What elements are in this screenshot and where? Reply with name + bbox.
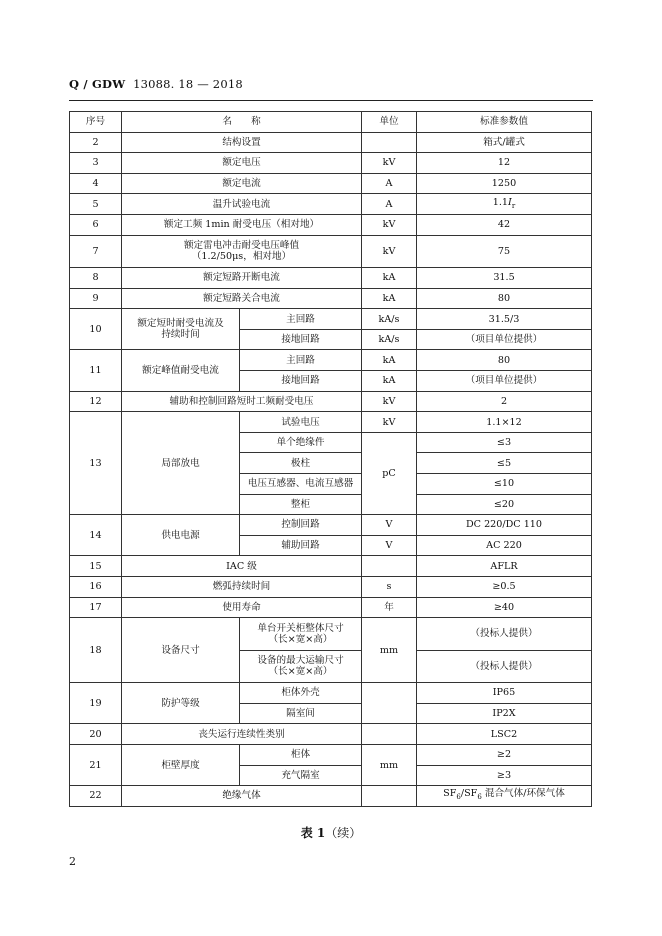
sub-name: 接地回路: [240, 371, 362, 392]
table-row: [70, 786, 592, 807]
table-row: [70, 309, 592, 330]
sub-value: ≤3: [417, 432, 592, 453]
row-name: 柜壁厚度: [122, 744, 240, 785]
row-no: 3: [70, 153, 122, 174]
row-value: 80: [417, 288, 592, 309]
sub-unit: kA/s: [362, 309, 417, 330]
sub-value: 31.5/3: [417, 309, 592, 330]
sub-name: 主回路: [240, 309, 362, 330]
sub-unit: kA: [362, 371, 417, 392]
row-unit: mm: [362, 618, 417, 683]
table-row: [70, 194, 592, 215]
row-name: 额定短路关合电流: [122, 288, 362, 309]
row-value: $SF_6/SF_6$ 混合气体/环保气体: [417, 786, 592, 807]
document-header: [69, 77, 243, 91]
row-unit: kV: [362, 235, 417, 268]
standard-code: Q / GDW: [69, 77, 126, 91]
row-unit: kV: [362, 153, 417, 174]
row-name: 额定短路开断电流: [122, 268, 362, 289]
sub-value: ≤20: [417, 494, 592, 515]
sub-unit: V: [362, 535, 417, 556]
table-row: [70, 391, 592, 412]
row-value: 42: [417, 214, 592, 235]
row-no: 2: [70, 132, 122, 153]
sub-name: 整柜: [240, 494, 362, 515]
sub-value: 1.1×12: [417, 412, 592, 433]
table-row: [70, 288, 592, 309]
row-name: 辅助和控制回路短时工频耐受电压: [122, 391, 362, 412]
row-no: 8: [70, 268, 122, 289]
row-unit: 年: [362, 597, 417, 618]
row-name: 防护等级: [122, 683, 240, 724]
sub-value: IP2X: [417, 703, 592, 724]
row-name: 结构设置: [122, 132, 362, 153]
row-no: 4: [70, 173, 122, 194]
row-name: 燃弧持续时间: [122, 576, 362, 597]
sub-name: 柜体: [240, 744, 362, 765]
row-name: 额定雷电冲击耐受电压峰值 （1.2/50μs，相对地）: [122, 235, 362, 268]
row-unit: [362, 724, 417, 745]
sub-name: 主回路: [240, 350, 362, 371]
sub-unit: kA/s: [362, 329, 417, 350]
row-no: 11: [70, 350, 122, 391]
row-no: 16: [70, 576, 122, 597]
row-unit: [362, 683, 417, 724]
sub-value: ≥2: [417, 744, 592, 765]
row-unit: kV: [362, 391, 417, 412]
sub-unit: pC: [362, 432, 417, 514]
parameter-table: [69, 111, 592, 807]
row-unit: kA: [362, 288, 417, 309]
row-name: 设备尺寸: [122, 618, 240, 683]
row-unit: [362, 132, 417, 153]
row-unit: kA: [362, 268, 417, 289]
row-no: 9: [70, 288, 122, 309]
sub-name: 接地回路: [240, 329, 362, 350]
row-value: ≥0.5: [417, 576, 592, 597]
sub-unit: V: [362, 515, 417, 536]
row-no: 21: [70, 744, 122, 785]
caption-label: 表 1: [300, 826, 326, 840]
sub-name: 隔室间: [240, 703, 362, 724]
sub-value: （投标人提供）: [417, 618, 592, 651]
table-row: [70, 576, 592, 597]
row-name: 局部放电: [122, 412, 240, 515]
row-unit: mm: [362, 744, 417, 785]
row-value: ≥40: [417, 597, 592, 618]
table-row: [70, 173, 592, 194]
row-no: 12: [70, 391, 122, 412]
row-value: 12: [417, 153, 592, 174]
caption-continued: （续）: [325, 826, 362, 840]
row-name: 使用寿命: [122, 597, 362, 618]
row-unit: A: [362, 194, 417, 215]
table-row: [70, 618, 592, 651]
row-no: 19: [70, 683, 122, 724]
sub-name: 柜体外壳: [240, 683, 362, 704]
sub-name: 试验电压: [240, 412, 362, 433]
sub-value: ≥3: [417, 765, 592, 786]
header-value: 标准参数值: [417, 112, 592, 133]
row-value: $1.1I_r$: [417, 194, 592, 215]
row-no: 15: [70, 556, 122, 577]
sub-name: 单个绝缘件: [240, 432, 362, 453]
row-name: 绝缘气体: [122, 786, 362, 807]
row-no: 5: [70, 194, 122, 215]
sub-value: 80: [417, 350, 592, 371]
sub-name: 设备的最大运输尺寸 （长×宽×高）: [240, 650, 362, 683]
row-value: LSC2: [417, 724, 592, 745]
row-unit: [362, 556, 417, 577]
table-row: [70, 412, 592, 433]
sub-value: AC 220: [417, 535, 592, 556]
row-name: 额定工频 1min 耐受电压（相对地）: [122, 214, 362, 235]
header-rule: [69, 100, 593, 101]
row-name: 供电电源: [122, 515, 240, 556]
row-value: 31.5: [417, 268, 592, 289]
row-name: 丧失运行连续性类别: [122, 724, 362, 745]
table-row: [70, 268, 592, 289]
row-no: 22: [70, 786, 122, 807]
table-row: [70, 235, 592, 268]
table-row: [70, 597, 592, 618]
row-no: 10: [70, 309, 122, 350]
header-no: 序号: [70, 112, 122, 133]
sub-value: ≤5: [417, 453, 592, 474]
table-row: [70, 556, 592, 577]
table-header-row: [70, 112, 592, 133]
header-unit: 单位: [362, 112, 417, 133]
sub-name: 电压互感器、电流互感器: [240, 474, 362, 495]
row-no: 18: [70, 618, 122, 683]
sub-value: （项目单位提供）: [417, 329, 592, 350]
row-unit: [362, 786, 417, 807]
row-no: 6: [70, 214, 122, 235]
row-value: 1250: [417, 173, 592, 194]
sub-value: （投标人提供）: [417, 650, 592, 683]
sub-name: 控制回路: [240, 515, 362, 536]
sub-name: 单台开关柜整体尺寸 （长×宽×高）: [240, 618, 362, 651]
table-row: [70, 132, 592, 153]
row-no: 17: [70, 597, 122, 618]
sub-value: （项目单位提供）: [417, 371, 592, 392]
row-no: 14: [70, 515, 122, 556]
table-caption: [0, 824, 662, 841]
row-value: 箱式/罐式: [417, 132, 592, 153]
row-name: 温升试验电流: [122, 194, 362, 215]
table-row: [70, 724, 592, 745]
sub-value: ≤10: [417, 474, 592, 495]
row-no: 20: [70, 724, 122, 745]
sub-name: 辅助回路: [240, 535, 362, 556]
table-row: [70, 153, 592, 174]
row-name: 额定电流: [122, 173, 362, 194]
row-unit: kV: [362, 214, 417, 235]
row-no: 13: [70, 412, 122, 515]
row-name: 额定短时耐受电流及 持续时间: [122, 309, 240, 350]
sub-unit: kV: [362, 412, 417, 433]
row-name: 额定峰值耐受电流: [122, 350, 240, 391]
table-row: [70, 515, 592, 536]
standard-number: 13088. 18 — 2018: [133, 77, 243, 91]
row-no: 7: [70, 235, 122, 268]
row-unit: s: [362, 576, 417, 597]
row-value: AFLR: [417, 556, 592, 577]
sub-name: 极柱: [240, 453, 362, 474]
table-row: [70, 683, 592, 704]
table-row: [70, 350, 592, 371]
table-row: [70, 214, 592, 235]
table-row: [70, 744, 592, 765]
sub-value: DC 220/DC 110: [417, 515, 592, 536]
sub-unit: kA: [362, 350, 417, 371]
row-unit: A: [362, 173, 417, 194]
sub-name: 充气隔室: [240, 765, 362, 786]
row-value: 2: [417, 391, 592, 412]
page-number: 2: [69, 855, 76, 868]
header-name: 名 称: [122, 112, 362, 133]
sub-value: IP65: [417, 683, 592, 704]
row-name: 额定电压: [122, 153, 362, 174]
row-value: 75: [417, 235, 592, 268]
row-name: IAC 级: [122, 556, 362, 577]
